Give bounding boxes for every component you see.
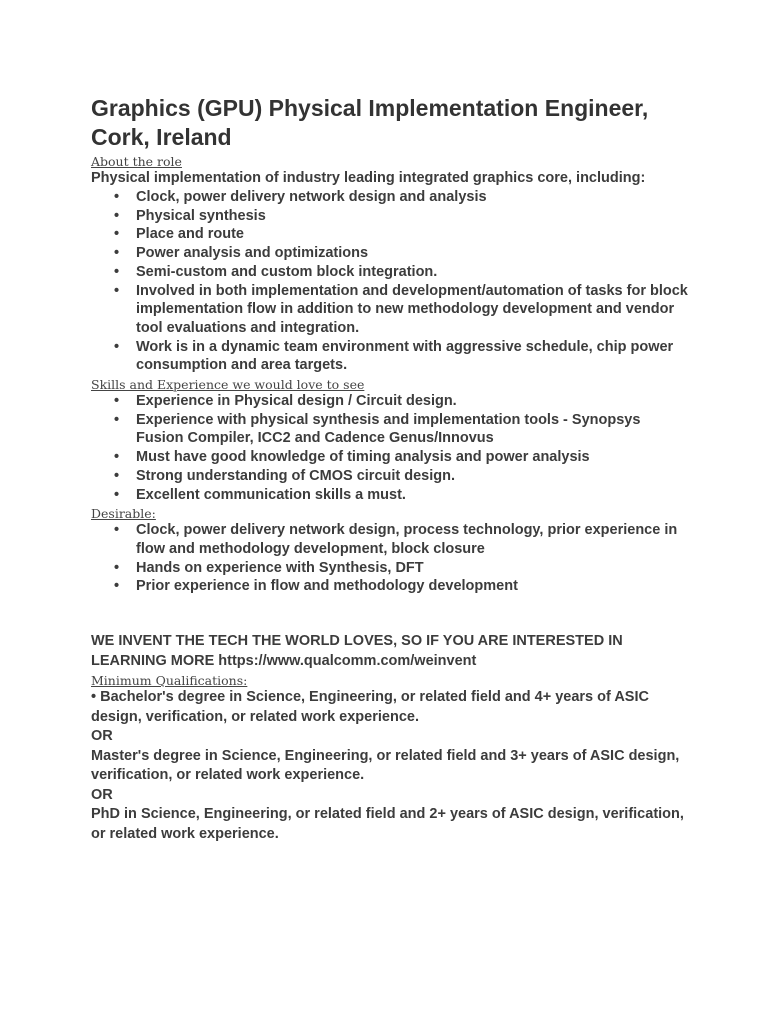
min-qualifications-heading: Minimum Qualifications: xyxy=(91,673,248,689)
list-item: • Excellent communication skills a must. xyxy=(136,486,691,505)
list-item: • Place and route xyxy=(136,225,691,244)
page-title: Graphics (GPU) Physical Implementation Engineer, Cork, Ireland xyxy=(91,95,649,150)
list-item: • Experience with physical synthesis and implementation tools - Synopsys Fusion Compiler, ICC2 and Cadence Genus/Innovus xyxy=(136,411,691,448)
skills-list xyxy=(91,392,691,504)
qualification-or: OR xyxy=(91,728,113,745)
list-item: • Involved in both implementation and development/automation of tasks for block implementation flow in addition to new methodology development and vendor tool evaluations and integration. xyxy=(136,282,691,338)
list-item: • Power analysis and optimizations xyxy=(136,244,691,263)
list-item: • Experience in Physical design / Circuit design. xyxy=(136,392,691,411)
list-item: • Strong understanding of CMOS circuit design. xyxy=(136,467,691,486)
list-item: • Clock, power delivery network design, process technology, prior experience in flow and methodology development, block closure xyxy=(136,521,691,558)
about-role-intro: Physical implementation of industry leading integrated graphics core, including: xyxy=(91,170,646,186)
desirable-heading: Desirable: xyxy=(91,506,156,522)
qualification-bachelors: • Bachelor's degree in Science, Engineering, or related field and 4+ years of ASIC design, verification, or related work experience. xyxy=(91,689,649,725)
invent-statement: WE INVENT THE TECH THE WORLD LOVES, SO IF YOU ARE INTERESTED IN LEARNING MORE https://www.qualcomm.com/weinvent xyxy=(91,633,623,669)
list-item: • Work is in a dynamic team environment with aggressive schedule, chip power consumption and area targets. xyxy=(136,338,691,375)
list-item: • Prior experience in flow and methodology development xyxy=(136,577,691,596)
qualification-phd: PhD in Science, Engineering, or related field and 2+ years of ASIC design, verification, or related work experience. xyxy=(91,806,684,842)
about-role-heading: About the role xyxy=(91,154,182,169)
document-body xyxy=(91,94,691,844)
list-item: • Physical synthesis xyxy=(136,207,691,226)
qualification-masters: Master's degree in Science, Engineering, or related field and 3+ years of ASIC design, verification, or related work experience. xyxy=(91,747,680,784)
qualification-or: OR xyxy=(91,786,113,803)
list-item: • Clock, power delivery network design and analysis xyxy=(136,188,691,207)
list-item: • Hands on experience with Synthesis, DFT xyxy=(136,559,691,578)
list-item: • Must have good knowledge of timing analysis and power analysis xyxy=(136,448,691,467)
list-item: • Semi-custom and custom block integration. xyxy=(136,263,691,282)
desirable-list xyxy=(91,521,691,596)
spacer xyxy=(91,596,691,632)
skills-heading: Skills and Experience we would love to see xyxy=(91,377,365,393)
about-role-list xyxy=(91,188,691,375)
